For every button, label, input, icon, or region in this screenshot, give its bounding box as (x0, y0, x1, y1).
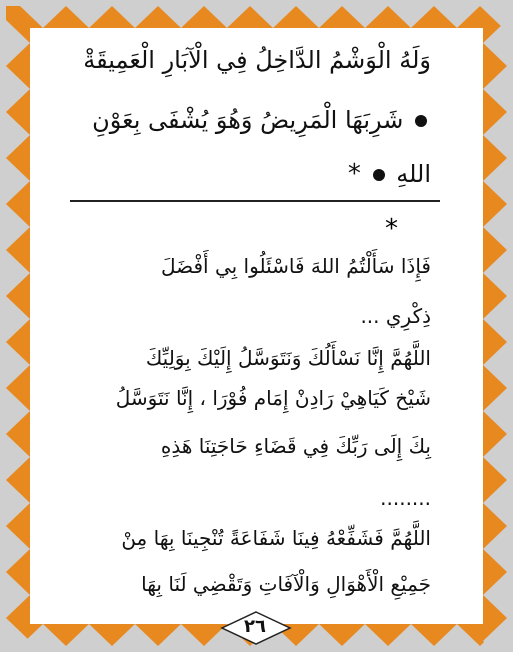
footnote-line: اللَّهُمَّ فَشَفِّعْهُ فِينَا شَفَاعَةً تُنْجِينَا بِهَا مِنْ (121, 526, 431, 550)
footnote-line: فَإِذَا سَأَلْتُمُ اللهَ فَاسْئَلُوا بِي أَفْضَلَ (161, 254, 431, 278)
footnote-marker: * (385, 214, 398, 244)
bullet-icon (415, 115, 427, 127)
footnote-line: ذِكْرِي ... (360, 304, 431, 328)
verse-line (71, 100, 431, 140)
footnote-line: بِكَ إِلَى رَبِّكَ فِي قَضَاءِ حَاجَتِنَا هَذِهِ (160, 434, 431, 458)
footnote-line: ........ (380, 486, 431, 510)
verse-text: شَرِبَهَا الْمَرِيضُ وَهُوَ يُشْفَى بِعَوْنِ (92, 106, 404, 134)
verse-line: وَلَهُ الْوَشْمُ الدَّاخِلُ فِي الْآبَارِ الْعَمِيقَةْ (83, 46, 431, 74)
footnote-line: اللَّهُمَّ إِنَّا نَسْأَلُكَ وَنَتَوَسَّلُ إِلَيْكَ بِوَلِيِّكَ (145, 346, 431, 370)
verse-line (71, 154, 431, 194)
page-number: ٢٦ (244, 616, 266, 637)
bullet-icon (373, 169, 385, 181)
footnote-line: شَيْخ كَيَاهِيْ رَادِنْ إِمَام فُوْرَا ، إِنَّا نَتَوَسَّلُ (115, 386, 431, 410)
verse-text: اللهِ (396, 160, 431, 188)
footnote-line: جَمِيْعِ الْأَهْوَالِ وَالْآفَاتِ وَتَقْضِي لَنَا بِهَا (141, 572, 431, 596)
footnote-marker: * (347, 159, 361, 189)
divider (70, 200, 440, 202)
